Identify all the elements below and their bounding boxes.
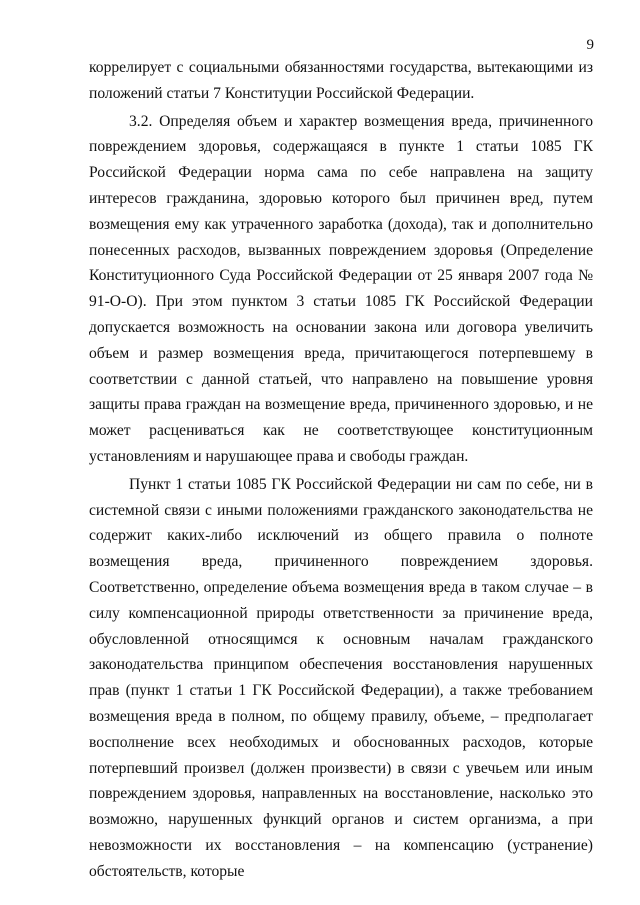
document-body — [89, 55, 593, 885]
paragraph-continuation: коррелирует с социальными обязанностями государства, вытекающими из положений статьи 7 Конституции Российской Федерации. — [89, 59, 593, 102]
paragraph-article-1085: Пункт 1 статьи 1085 ГК Российской Федерации ни сам по себе, ни в системной связи с иными положениями гражданского законодательства не содержит каких-либо исключений из общего правила о полноте возмещения вреда, причиненного повреждением здоровья. Соответственно, определение объема возмещения вреда в таком случае – в силу компенсационной природы ответственности за причинение вреда, обусловленной относящимся к основным началам гражданского законодательства принципом обеспечения восстановления нарушенных прав (пункт 1 статьи 1 ГК Российской Федерации), а также требованием возмещения вреда в полном, по общему правилу, объеме, – предполагает восполнение всех необходимых и обоснованных расходов, которые потерпевший произвел (должен произвести) в связи с увечьем или иным повреждением здоровья, направленных на восстановление, насколько это возможно, нарушенных функций органов и систем организма, а при невозможности их восстановления – на компенсацию (устранение) обстоятельств, которые — [89, 475, 593, 880]
page-number: 9 — [586, 37, 594, 53]
paragraph-section-3-2: 3.2. Определяя объем и характер возмещения вреда, причиненного повреждением здоровья, содержащаяся в пункте 1 статьи 1085 ГК Российской Федерации норма сама по себе направлена на защиту интересов гражданина, здоровью которого был причинен вред, путем возмещения ему как утраченного заработка (дохода), так и дополнительно понесенных расходов, вызванных повреждением здоровья (Определение Конституционного Суда Российской Федерации от 25 января 2007 года № 91-О-О). При этом пунктом 3 статьи 1085 ГК Российской Федерации допускается возможность на основании закона или договора увеличить объем и размер возмещения вреда, причитающегося потерпевшему в соответствии с данной статьей, что направлено на повышение уровня защиты права граждан на возмещение вреда, причиненного здоровью, и не может расцениваться как не соответствующее конституционным установлениям и нарушающее права и свободы граждан. — [89, 112, 593, 465]
